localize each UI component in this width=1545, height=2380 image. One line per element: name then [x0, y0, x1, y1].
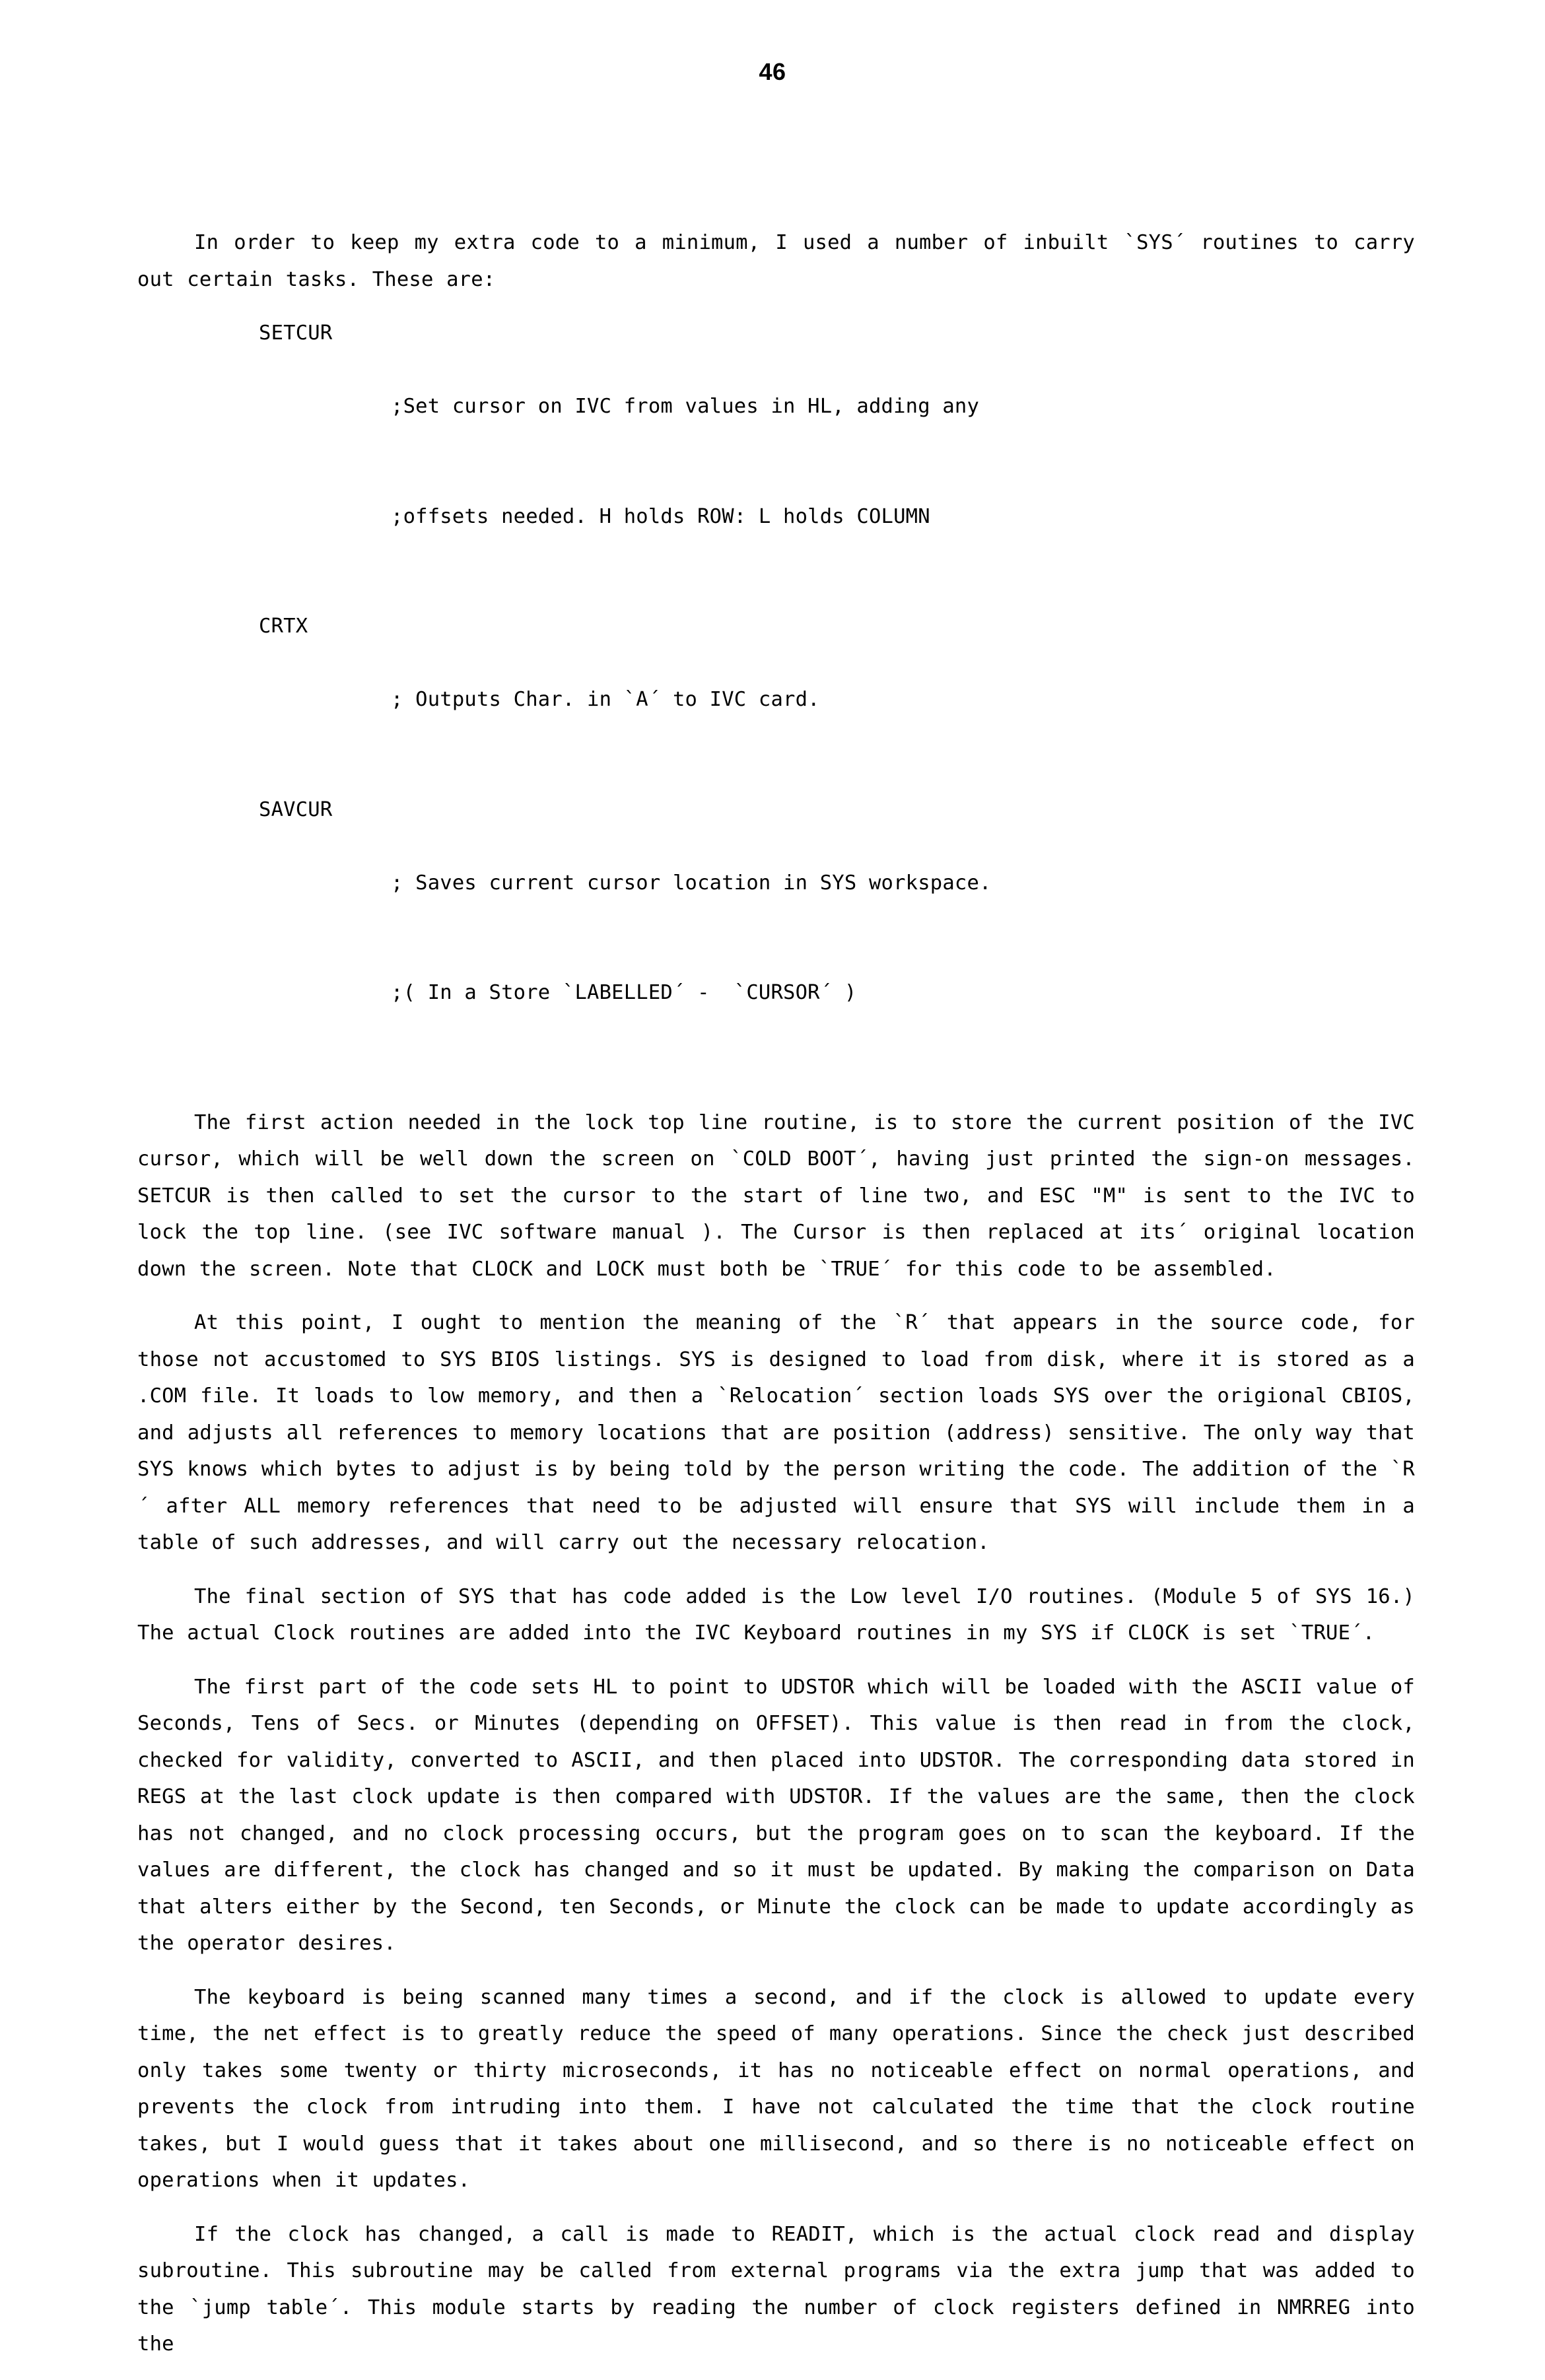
routine-definition-list	[137, 315, 1415, 1085]
routine-row	[137, 792, 1415, 1085]
routine-desc-line: ; Saves current cursor location in SYS workspace.	[391, 871, 992, 895]
page-number: 46	[759, 58, 786, 85]
paragraph-readit	[137, 2216, 1415, 2363]
routine-row	[137, 315, 1415, 608]
routine-desc-savcur	[391, 792, 1415, 1085]
paragraph-readit-text: If the clock has changed, a call is made to READIT, which is the actual clock read and display subroutine. This subroutine may be called from external programs via the extra jump that was added to the `jump table´. This module starts by reading the number of clock registers defined in NMRREG into the	[137, 2222, 1415, 2356]
routine-name-crtx: CRTX	[259, 615, 308, 638]
paragraph-intro-text: In order to keep my extra code to a minimum, I used a number of inbuilt `SYS´ routines to carry out certain tasks. These are:	[137, 231, 1415, 291]
paragraph-udstor-text: The first part of the code sets HL to point to UDSTOR which will be loaded with the ASCII value of Seconds, Tens of Secs. or Minutes (depending on OFFSET). This value is then read in from the clock, checked for validity, converted to ASCII, and then placed into UDSTOR. The corresponding data stored in REGS at the last clock update is then compared with UDSTOR. If the values are the same, then the clock has not changed, and no clock processing occurs, but the program goes on to scan the keyboard. If the values are different, the clock has changed and so it must be updated. By making the comparison on Data that alters either by the Second, ten Seconds, or Minute the clock can be made to update accordingly as the operator desires.	[137, 1675, 1415, 1955]
routine-desc-crtx	[391, 608, 1415, 792]
routine-name-setcur: SETCUR	[259, 322, 333, 345]
paragraph-relocation-text: At this point, I ought to mention the meaning of the `R´ that appears in the source code, for those not accustomed to SYS BIOS listings. SYS is designed to load from disk, where it is stored as a .COM file. It loads to low memory, and then a `Relocation´ section loads SYS over the origional CBIOS, and adjusts all references to memory locations that are position (address) sensitive. The only way that SYS knows which bytes to adjust is by being told by the person writing the code. The addition of the `R´ after ALL memory references that need to be adjusted will ensure that SYS will include them in a table of such addresses, and will carry out the necessary relocation.	[137, 1311, 1415, 1554]
paragraph-udstor	[137, 1669, 1415, 1962]
paragraph-relocation	[137, 1305, 1415, 1561]
routine-desc-line: ;offsets needed. H holds ROW: L holds COLUMN	[391, 504, 930, 528]
paragraph-final-section-text: The final section of SYS that has code added is the Low level I/O routines. (Module 5 of SYS 16.) The actual Clock routines are added into the IVC Keyboard routines in my SYS if CLOCK is set `TRUE´.	[137, 1584, 1415, 1645]
paragraph-keyboard	[137, 1979, 1415, 2199]
paragraph-final-section	[137, 1579, 1415, 1652]
body-text-column	[137, 224, 1415, 2380]
paragraph-first-action-text: The first action needed in the lock top line routine, is to store the current position of the IVC cursor, which will be well down the screen on `COLD BOOT´, having just printed the sign-on messages. SETCUR is then called to set the cursor to the start of line two, and ESC "M" is sent to the IVC to lock the top line. (see IVC software manual ). The Cursor is then replaced at its´ original location down the screen. Note that CLOCK and LOCK must both be `TRUE´ for this code to be assembled.	[137, 1110, 1415, 1281]
paragraph-first-action	[137, 1105, 1415, 1288]
routine-desc-line: ;Set cursor on IVC from values in HL, adding any	[391, 395, 980, 418]
routine-desc-line: ; Outputs Char. in `A´ to IVC card.	[391, 688, 820, 711]
routine-desc-setcur	[391, 315, 1415, 608]
paragraph-keyboard-text: The keyboard is being scanned many times a second, and if the clock is allowed to update every time, the net effect is to greatly reduce the speed of many operations. Since the check just described only takes some twenty or thirty microseconds, it has no noticeable effect on normal operations, and prevents the clock from intruding into them. I have not calculated the time that the clock routine takes, but I would guess that it takes about one millisecond, and so there is no noticeable effect on operations when it updates.	[137, 1985, 1415, 2192]
routine-desc-line: ;( In a Store `LABELLED´ - `CURSOR´ )	[391, 981, 857, 1004]
paragraph-intro	[137, 224, 1415, 298]
routine-row	[137, 608, 1415, 792]
routine-name-savcur: SAVCUR	[259, 798, 333, 821]
